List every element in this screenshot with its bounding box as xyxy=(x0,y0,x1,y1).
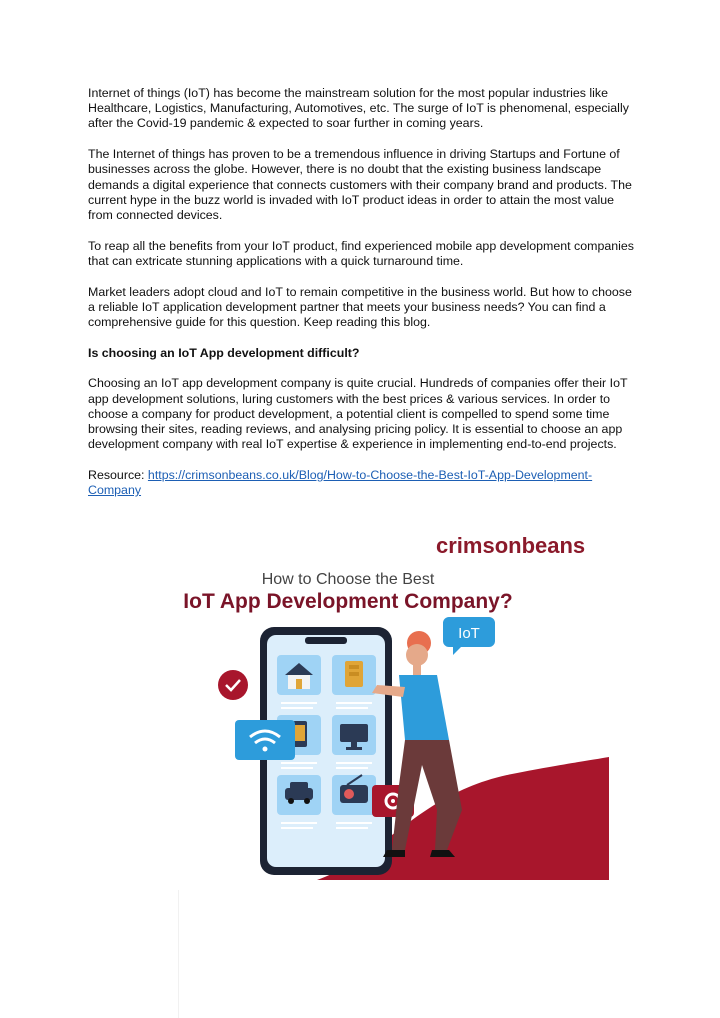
iot-speech-bubble xyxy=(443,617,495,655)
paragraph-benefits: To reap all the benefits from your IoT product, find experienced mobile app development companies that can extricate stunning applications with a quick turnaround time. xyxy=(88,238,634,268)
resource-line xyxy=(88,468,640,498)
small-phone-icon xyxy=(293,721,307,747)
resource-link[interactable]: https://crimsonbeans.co.uk/Blog/How-to-Choose-the-Best-IoT-App-Development-Company xyxy=(88,467,593,498)
smart-device-icon xyxy=(345,661,363,687)
brand-logo: crimsonbeans xyxy=(436,533,586,558)
bubble-label: IoT xyxy=(458,625,480,642)
paragraph-intro: Internet of things (IoT) has become the mainstream solution for the most popular industries like Healthcare, Logistics, Manufacturing, Automotives, etc. The surge of IoT is phenomenal, especially after the Covid-19 pandemic & expected to soar further in coming years. xyxy=(88,86,629,131)
checkmark-badge-icon xyxy=(218,670,248,700)
article-body xyxy=(88,86,640,514)
paragraph-market-leaders: Market leaders adopt cloud and IoT to remain competitive in the business world. But how to choose a reliable IoT application development partner that meets your business needs? You can find a comprehensive guide for this question. Keep reading this blog. xyxy=(88,284,632,329)
paragraph-choosing: Choosing an IoT app development company is quite crucial. Hundreds of companies offer their IoT app development solutions, luring customers with the best prices & various services. In order to choose a company for product development, a potential client is compelled to spend some time browsing their sites, reading reviews, and analysing pricing policy. It is essential to choose an app development company with real IoT expertise & experience in implementing end-to-end projects. xyxy=(88,376,628,452)
scan-artifact-line xyxy=(178,890,179,1018)
banner-subtitle: How to Choose the Best xyxy=(261,571,435,588)
resource-label: Resource: xyxy=(88,467,148,482)
wifi-badge-icon xyxy=(235,720,295,760)
section-heading: Is choosing an IoT App development difficult? xyxy=(88,345,360,360)
paragraph-influence: The Internet of things has proven to be a tremendous influence in driving Startups and Fortune of businesses across the globe. However, there is no doubt that the existing business landscape demands a digital experience that connects customers with their company brand and products. The current hype in the buzz world is invaded with IoT product ideas in order to attain the most value from connected devices. xyxy=(88,147,632,222)
banner-title: IoT App Development Company? xyxy=(183,590,513,613)
banner-image xyxy=(87,525,609,880)
